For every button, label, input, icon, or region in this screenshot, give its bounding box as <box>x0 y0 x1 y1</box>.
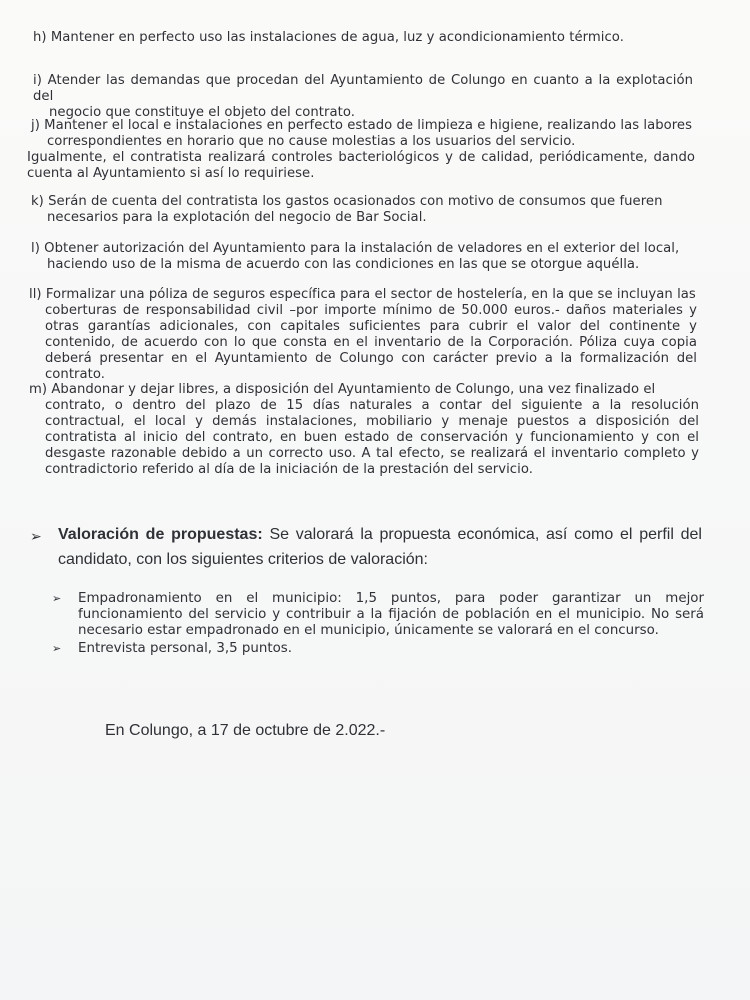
clause-continuation: correspondientes en horario que no cause molestias a los usuarios del servicio. <box>47 134 576 149</box>
clause-additional-paragraph: Igualmente, el contratista realizará controles bacteriológicos y de calidad, periódicamente, dando cuenta al Ayuntamiento si así lo requiriese. <box>27 150 695 181</box>
signature-line: En Colungo, a 17 de octubre de 2.022.- <box>105 722 386 739</box>
criterio-text: Empadronamiento en el municipio: 1,5 puntos, para poder garantizar un mejor funcionamiento del servicio y contribuir a la fijación de población en el municipio. No será necesario estar empadronado en el municipio, únicamente se valorará en el concurso. <box>78 591 704 638</box>
valoracion-heading: Valoración de propuestas: <box>58 526 263 543</box>
clause-text: Formalizar una póliza de seguros específica para el sector de hostelería, en la que se incluyan las <box>45 287 696 302</box>
clause-text: Atender las demandas que procedan del Ayuntamiento de Colungo en cuanto a la explotación del <box>33 73 694 104</box>
valoracion-paragraph <box>58 522 702 572</box>
list-item <box>52 591 704 639</box>
clause-continuation: haciendo uso de la misma de acuerdo con las condiciones en las que se otorgue aquélla. <box>47 257 640 272</box>
criterios-list <box>52 591 704 659</box>
clause-text: Mantener el local e instalaciones en perfecto estado de limpieza e higiene, realizando las labores <box>44 118 693 133</box>
clause-m <box>29 382 699 478</box>
clause-text: Abandonar y dejar libres, a disposición del Ayuntamiento de Colungo, una vez finalizado el <box>51 382 656 397</box>
clause-label: h) <box>33 30 47 45</box>
arrow-head-icon: ➢ <box>52 592 62 605</box>
clause-label: ll) <box>29 287 42 302</box>
clause-k <box>31 194 697 226</box>
clause-continuation: contrato, o dentro del plazo de 15 días naturales a contar del siguiente a la resolución contractual, el local y demás instalaciones, mobiliario y menaje puestos a disposición del contratista al inicio del contrato, en buen estado de conservación y funcionamiento y con el desgaste razonable debido a un correcto uso. A tal efecto, se realizará el inventario completo y contradictorio referido al día de la iniciación de la prestación del servicio. <box>45 398 699 477</box>
clause-i <box>33 73 693 121</box>
criterio-text: Entrevista personal, 3,5 puntos. <box>78 641 293 656</box>
valoracion-body: Se valorará la propuesta económica, así como el perfil del candidato, con los siguientes criterios de valoración: <box>58 526 702 568</box>
clause-text: Obtener autorización del Ayuntamiento para la instalación de veladores en el exterior del local, <box>44 241 680 256</box>
clause-label: k) <box>31 194 44 209</box>
clause-l <box>31 241 697 273</box>
clause-label: j) <box>31 118 40 133</box>
clause-h <box>33 30 673 46</box>
clause-continuation: necesarios para la explotación del negocio de Bar Social. <box>47 210 427 225</box>
clause-text: Mantener en perfecto uso las instalaciones de agua, luz y acondicionamiento térmico. <box>50 30 624 45</box>
clause-text: Serán de cuenta del contratista los gastos ocasionados con motivo de consumos que fueren <box>48 194 663 209</box>
clause-continuation: negocio que constituye el objeto del contrato. <box>49 105 355 120</box>
valoracion-section <box>30 522 702 572</box>
clause-label: l) <box>31 241 40 256</box>
clause-j <box>27 118 695 182</box>
clause-ll <box>29 287 697 383</box>
list-item <box>52 641 704 657</box>
clause-label: m) <box>29 382 48 397</box>
clause-label: i) <box>33 73 42 88</box>
clause-continuation: coberturas de responsabilidad civil –por importe mínimo de 50.000 euros.- daños materiales y otras garantías adicionales, con capitales suficientes para cubrir el valor del continente y contenido, de acuerdo con lo que consta en el inventario de la Corporación. Póliza cuya copia deberá presentar en el Ayuntamiento de Colungo con carácter previo a la formalización del contrato. <box>45 303 697 382</box>
arrow-head-icon: ➢ <box>30 528 42 544</box>
arrow-head-icon: ➢ <box>52 642 62 655</box>
